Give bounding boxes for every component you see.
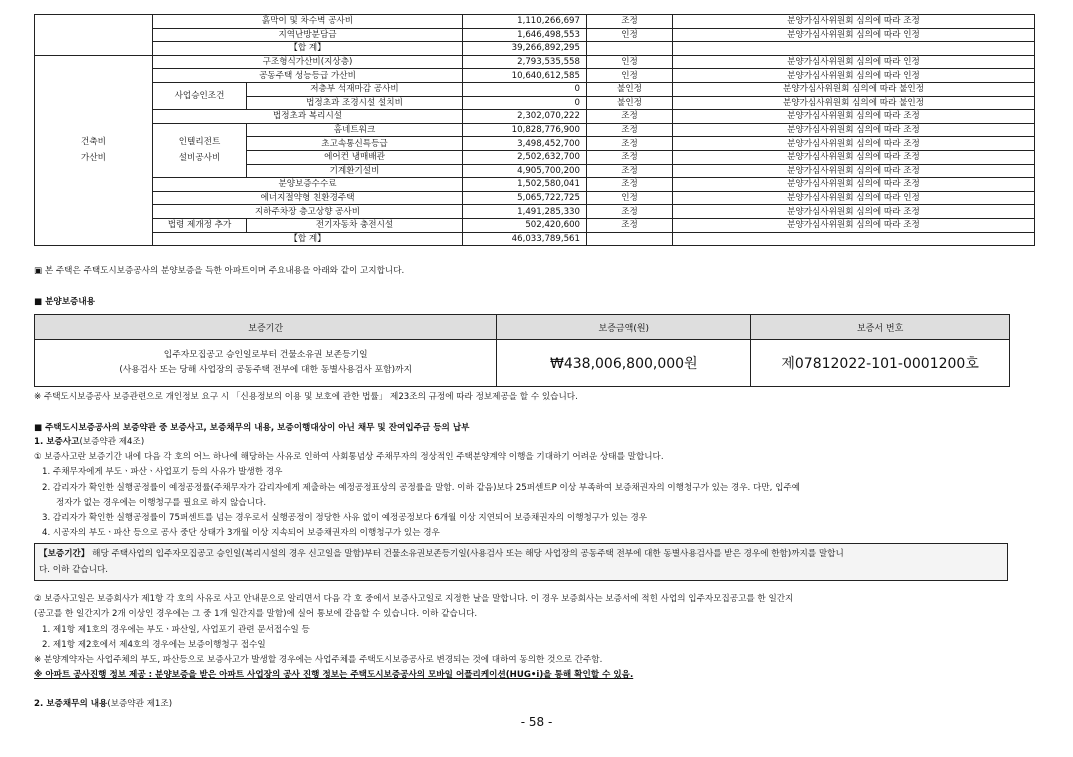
- table-cell: 분양가심사위원회 심의에 따라 인정: [673, 55, 1035, 69]
- total-label: 【합 계】: [153, 232, 463, 246]
- table-row: [35, 55, 1035, 69]
- table-cell: 불인정: [587, 82, 673, 96]
- table-cell: 분양가심사위원회 심의에 따라 조정: [673, 164, 1035, 178]
- table-cell: 조정: [587, 178, 673, 192]
- table-cell: 1,646,498,553: [463, 28, 587, 42]
- group-business-condition: 사업승인조건: [153, 82, 247, 109]
- table-cell: 분양가심사위원회 심의에 따라 조정: [673, 205, 1035, 219]
- table-cell: 5,065,722,725: [463, 191, 587, 205]
- subsection-1-title: [34, 436, 144, 448]
- table-row: [35, 191, 1035, 205]
- table-cell: 홈네트워크: [247, 123, 463, 137]
- table-row: [35, 110, 1035, 124]
- table-cell: 1,110,266,697: [463, 15, 587, 29]
- table-row: [35, 28, 1035, 42]
- table-cell: 지역난방분담금: [153, 28, 463, 42]
- table-cell: 에너지절약형 친환경주택: [153, 191, 463, 205]
- header-number: 보증서 번호: [751, 315, 1010, 340]
- table-cell: 조정: [587, 150, 673, 164]
- table-cell: 분양가심사위원회 심의에 따라 인정: [673, 69, 1035, 83]
- table-cell: 분양가심사위원회 심의에 따라 조정: [673, 150, 1035, 164]
- table-row: [35, 123, 1035, 137]
- total-amount: 46,033,789,561: [463, 232, 587, 246]
- table-cell: 지하주차장 층고상향 공사비: [153, 205, 463, 219]
- period-line-2: (사용검사 또는 당해 사업장의 공동주택 전부에 대한 동별사용검사 포함)까지: [119, 365, 413, 375]
- app-note: ※ 아파트 공사진행 정보 제공 : 분양보증을 받은 아파트 사업장의 공사 진행 정보는 주택도시보증공사의 모바일 어플리케이션(HUG•i)을 통해 확인할 수 있음.: [34, 670, 634, 680]
- table-cell: 조정: [587, 164, 673, 178]
- table-row: [35, 340, 1010, 387]
- subsection-2-title: [34, 698, 172, 710]
- table-cell: 분양보증수수료: [153, 178, 463, 192]
- table-cell: [587, 232, 673, 246]
- table-cell: 분양가심사위원회 심의에 따라 조정: [673, 15, 1035, 29]
- table-cell: 기계환기설비: [247, 164, 463, 178]
- table-cell: 조정: [587, 218, 673, 232]
- table-cell: 2,502,632,700: [463, 150, 587, 164]
- table-row: [35, 82, 1035, 96]
- table-cell: 조정: [587, 123, 673, 137]
- guarantee-number: 제07812022-101-0001200호: [751, 340, 1010, 387]
- list-item: 1. 제1항 제1호의 경우에는 부도ㆍ파산일, 사업포기 관련 문서접수일 등: [42, 625, 310, 635]
- table-cell: 2,793,535,558: [463, 55, 587, 69]
- paragraph-2-line-1: ② 보증사고일은 보증회사가 제1항 각 호의 사유로 사고 안내문으로 알리면서 다음 각 호 중에서 보증사고일로 지정한 날을 말합니다. 이 경우 보증회사는 보증서에 적힌 사업의 입주자모집공고를 한 일간지: [34, 594, 794, 604]
- table-cell: 인정: [587, 191, 673, 205]
- table-cell: 분양가심사위원회 심의에 따라 조정: [673, 123, 1035, 137]
- list-item: 2. 감리자가 확인한 실행공정률이 예정공정률(주채무자가 감리자에게 제출하는 예정공정표상의 공정률을 말함. 이하 같음)보다 25퍼센트P 이상 부족하여 보증채권자의 이행청구가 있는 경우. 다만, 입주예: [42, 483, 800, 493]
- subtotal-label: 【합 계】: [153, 42, 463, 56]
- construction-cost-table: [34, 14, 1035, 246]
- table-cell: 분양가심사위원회 심의에 따라 조정: [673, 137, 1035, 151]
- guarantee-period: [35, 340, 497, 387]
- table-row: [35, 218, 1035, 232]
- header-amount: 보증금액(원): [497, 315, 751, 340]
- table-cell: 전기자동차 충전시설: [247, 218, 463, 232]
- list-item: 정자가 없는 경우에는 이행청구를 필요로 하지 않습니다.: [56, 498, 267, 508]
- table-cell: 조정: [587, 137, 673, 151]
- box-label: 【보증기간】: [39, 549, 90, 559]
- table-cell: 조정: [587, 205, 673, 219]
- table-cell: 분양가심사위원회 심의에 따라 인정: [673, 191, 1035, 205]
- group-intelligent-facility: 인텔리전트 설비공사비: [153, 123, 247, 177]
- period-line-1: 입주자모집공고 승인일로부터 건물소유권 보존등기일: [163, 350, 368, 360]
- subtotal-amount: 39,266,892,295: [463, 42, 587, 56]
- table-cell: 공동주택 성능등급 가산비: [153, 69, 463, 83]
- subsection-2-label: 2. 보증채무의 내용: [34, 699, 108, 709]
- list-item: 3. 감리자가 확인한 실행공정률이 75퍼센트를 넘는 경우로서 실행공정이 정당한 사유 없이 예정공정보다 6개월 이상 지연되어 보증채권자의 이행청구가 있는 경우: [42, 513, 648, 523]
- guarantee-table: [34, 314, 1010, 387]
- table-cell: 구조형식가산비(지상층): [153, 55, 463, 69]
- page-number: - 58 -: [520, 715, 553, 729]
- table-header-row: [35, 315, 1010, 340]
- table-cell: 인정: [587, 28, 673, 42]
- table-row: [35, 42, 1035, 56]
- paragraph-1: ① 보증사고란 보증기간 내에 다음 각 호의 어느 하나에 해당하는 사유로 인하여 사회통념상 주채무자의 정상적인 주택분양계약 이행을 기대하기 어려운 상태를 말합니다.: [34, 452, 664, 462]
- table-cell: 2,302,070,222: [463, 110, 587, 124]
- table-cell: 조정: [587, 110, 673, 124]
- list-item: 2. 제1항 제2호에서 제4호의 경우에는 보증이행청구 접수일: [42, 640, 266, 650]
- group-law-revision: 법령 제개정 추가: [153, 218, 247, 232]
- header-period: 보증기간: [35, 315, 497, 340]
- table-cell: 조정: [587, 15, 673, 29]
- group-building-extra: 건축비 가산비: [35, 55, 153, 245]
- table-cell: 초고속통신특등급: [247, 137, 463, 151]
- table-cell: 0: [463, 82, 587, 96]
- table-cell: 분양가심사위원회 심의에 따라 인정: [673, 28, 1035, 42]
- list-item: 4. 시공자의 부도ㆍ파산 등으로 공사 중단 상태가 3개월 이상 지속되어 보증채권자의 이행청구가 있는 경우: [42, 528, 440, 538]
- table-row: [35, 15, 1035, 29]
- table-row: [35, 178, 1035, 192]
- table-row: [35, 205, 1035, 219]
- table-cell: 분양가심사위원회 심의에 따라 조정: [673, 110, 1035, 124]
- table-cell: [587, 42, 673, 56]
- table-cell: 에어컨 냉매배관: [247, 150, 463, 164]
- table-cell: 0: [463, 96, 587, 110]
- table-cell: 분양가심사위원회 심의에 따라 조정: [673, 218, 1035, 232]
- table-cell: 10,640,612,585: [463, 69, 587, 83]
- box-line-2: 다. 이하 같습니다.: [39, 565, 109, 575]
- table-cell: 저층부 석재마감 공사비: [247, 82, 463, 96]
- subsection-2-ref: (보증약관 제1조): [107, 699, 173, 709]
- paragraph-2-line-2: (공고를 한 일간지가 2개 이상인 경우에는 그 중 1개 일간지를 말함)에 실어 통보에 갈음할 수 있습니다. 이하 같습니다.: [34, 609, 478, 619]
- table-cell: [673, 232, 1035, 246]
- table-cell: 1,502,580,041: [463, 178, 587, 192]
- table-cell: [673, 42, 1035, 56]
- table-cell: 3,498,452,700: [463, 137, 587, 151]
- table-row: [35, 69, 1035, 83]
- table-cell: 분양가심사위원회 심의에 따라 불인정: [673, 82, 1035, 96]
- contract-note: ※ 분양계약자는 사업주체의 부도, 파산등으로 보증사고가 발생할 경우에는 사업주체를 주택도시보증공사로 변경되는 것에 대하여 동의한 것으로 간주함.: [34, 655, 603, 665]
- table-cell: 법정초과 조경시설 설치비: [247, 96, 463, 110]
- table-cell: 10,828,776,900: [463, 123, 587, 137]
- guarantee-amount: ₩438,006,800,000원: [497, 340, 751, 387]
- guarantee-heading: ■ 분양보증내용: [34, 297, 95, 307]
- list-item: 1. 주채무자에게 부도ㆍ파산ㆍ사업포기 등의 사유가 발생한 경우: [42, 467, 283, 477]
- privacy-note: ※ 주택도시보증공사 보증관련으로 개인정보 요구 시 「신용정보의 이용 및 보호에 관한 법률」 제23조의 규정에 따라 정보제공을 할 수 있습니다.: [34, 392, 578, 402]
- subsection-1-ref: (보증약관 제4조): [79, 437, 145, 447]
- table-cell: 분양가심사위원회 심의에 따라 불인정: [673, 96, 1035, 110]
- box-text-1: 해당 주택사업의 입주자모집공고 승인일(복리시설의 경우 신고일을 말함)부터 건물소유권보존등기일(사용검사 또는 해당 사업장의 공동주택 전부에 대한 동별사용검사를 받은 경우에 한함)까지를 말합니: [89, 549, 844, 559]
- table-cell: 흙막이 및 차수벽 공사비: [153, 15, 463, 29]
- table-cell: 인정: [587, 69, 673, 83]
- table-cell: 법정초과 복리시설: [153, 110, 463, 124]
- table-cell: 4,905,700,200: [463, 164, 587, 178]
- table-cell: 인정: [587, 55, 673, 69]
- section-title: ■ 주택도시보증공사의 보증약관 중 보증사고, 보증채무의 내용, 보증이행대상이 아닌 채무 및 잔여입주금 등의 납부: [34, 423, 470, 433]
- table-cell: 분양가심사위원회 심의에 따라 조정: [673, 178, 1035, 192]
- table-row: [35, 232, 1035, 246]
- table-cell: 불인정: [587, 96, 673, 110]
- table-cell: 502,420,600: [463, 218, 587, 232]
- subsection-1-label: 1. 보증사고: [34, 437, 80, 447]
- box-line-1: [39, 546, 1003, 562]
- table-cell: 1,491,285,330: [463, 205, 587, 219]
- table-cell: [35, 15, 153, 56]
- guarantee-period-box: [34, 543, 1008, 581]
- notice-line: ▣ 본 주택은 주택도시보증공사의 분양보증을 득한 아파트이며 주요내용을 아래와 같이 고지합니다.: [34, 266, 405, 276]
